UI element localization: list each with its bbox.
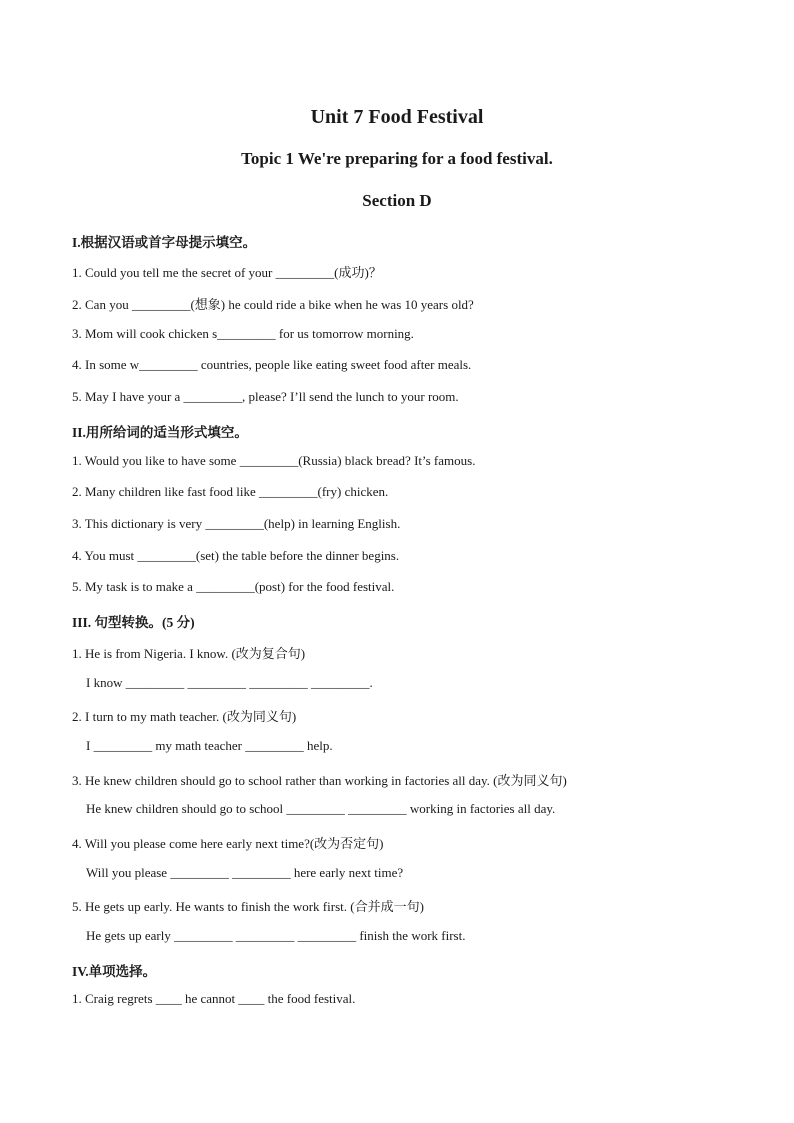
question-line: 5. My task is to make a _________(post) for the food festival. bbox=[72, 579, 395, 594]
question-line: 3. This dictionary is very _________(help) in learning English. bbox=[72, 516, 401, 531]
question-line: 2. I turn to my math teacher. (改为同义句) bbox=[72, 709, 297, 724]
answer-line: I know _________ _________ _________ _________. bbox=[86, 675, 373, 690]
question-line: 3. Mom will cook chicken s_________ for us tomorrow morning. bbox=[72, 326, 414, 341]
question-line: 1. Would you like to have some _________(Russia) black bread? It’s famous. bbox=[72, 453, 476, 468]
section-heading-1: I.根据汉语或首字母提示填空。 bbox=[72, 235, 257, 250]
answer-line: He gets up early _________ _________ _________ finish the work first. bbox=[86, 928, 466, 943]
question-line: 1. He is from Nigeria. I know. (改为复合句) bbox=[72, 646, 306, 661]
question-line: 4. Will you please come here early next time?(改为否定句) bbox=[72, 836, 384, 851]
question-line: 2. Can you _________(想象) he could ride a bike when he was 10 years old? bbox=[72, 297, 474, 312]
question-line: 1. Could you tell me the secret of your _________(成功)？ bbox=[72, 265, 382, 280]
question-line: 1. Craig regrets ____ he cannot ____ the food festival. bbox=[72, 991, 356, 1006]
question-line: 3. He knew children should go to school rather than working in factories all day. (改为同义句) bbox=[72, 773, 567, 788]
section-heading-3: III. 句型转换。(5 分) bbox=[72, 615, 195, 630]
question-line: 4. In some w_________ countries, people like eating sweet food after meals. bbox=[72, 357, 472, 372]
question-line: 5. May I have your a _________, please? I’ll send the lunch to your room. bbox=[72, 389, 459, 404]
section-heading-2: II.用所给词的适当形式填空。 bbox=[72, 425, 248, 440]
topic-title: Topic 1 We're preparing for a food festival. bbox=[241, 149, 553, 168]
unit-title: Unit 7 Food Festival bbox=[310, 106, 484, 128]
question-line: 5. He gets up early. He wants to finish the work first. (合并成一句) bbox=[72, 899, 424, 914]
section-title: Section D bbox=[362, 191, 432, 210]
answer-line: He knew children should go to school _________ _________ working in factories all day. bbox=[86, 801, 556, 816]
answer-line: I _________ my math teacher _________ help. bbox=[86, 738, 333, 753]
question-line: 2. Many children like fast food like _________(fry) chicken. bbox=[72, 484, 389, 499]
question-line: 4. You must _________(set) the table before the dinner begins. bbox=[72, 548, 400, 563]
section-heading-4: IV.单项选择。 bbox=[72, 964, 157, 979]
answer-line: Will you please _________ _________ here early next time? bbox=[86, 865, 404, 880]
